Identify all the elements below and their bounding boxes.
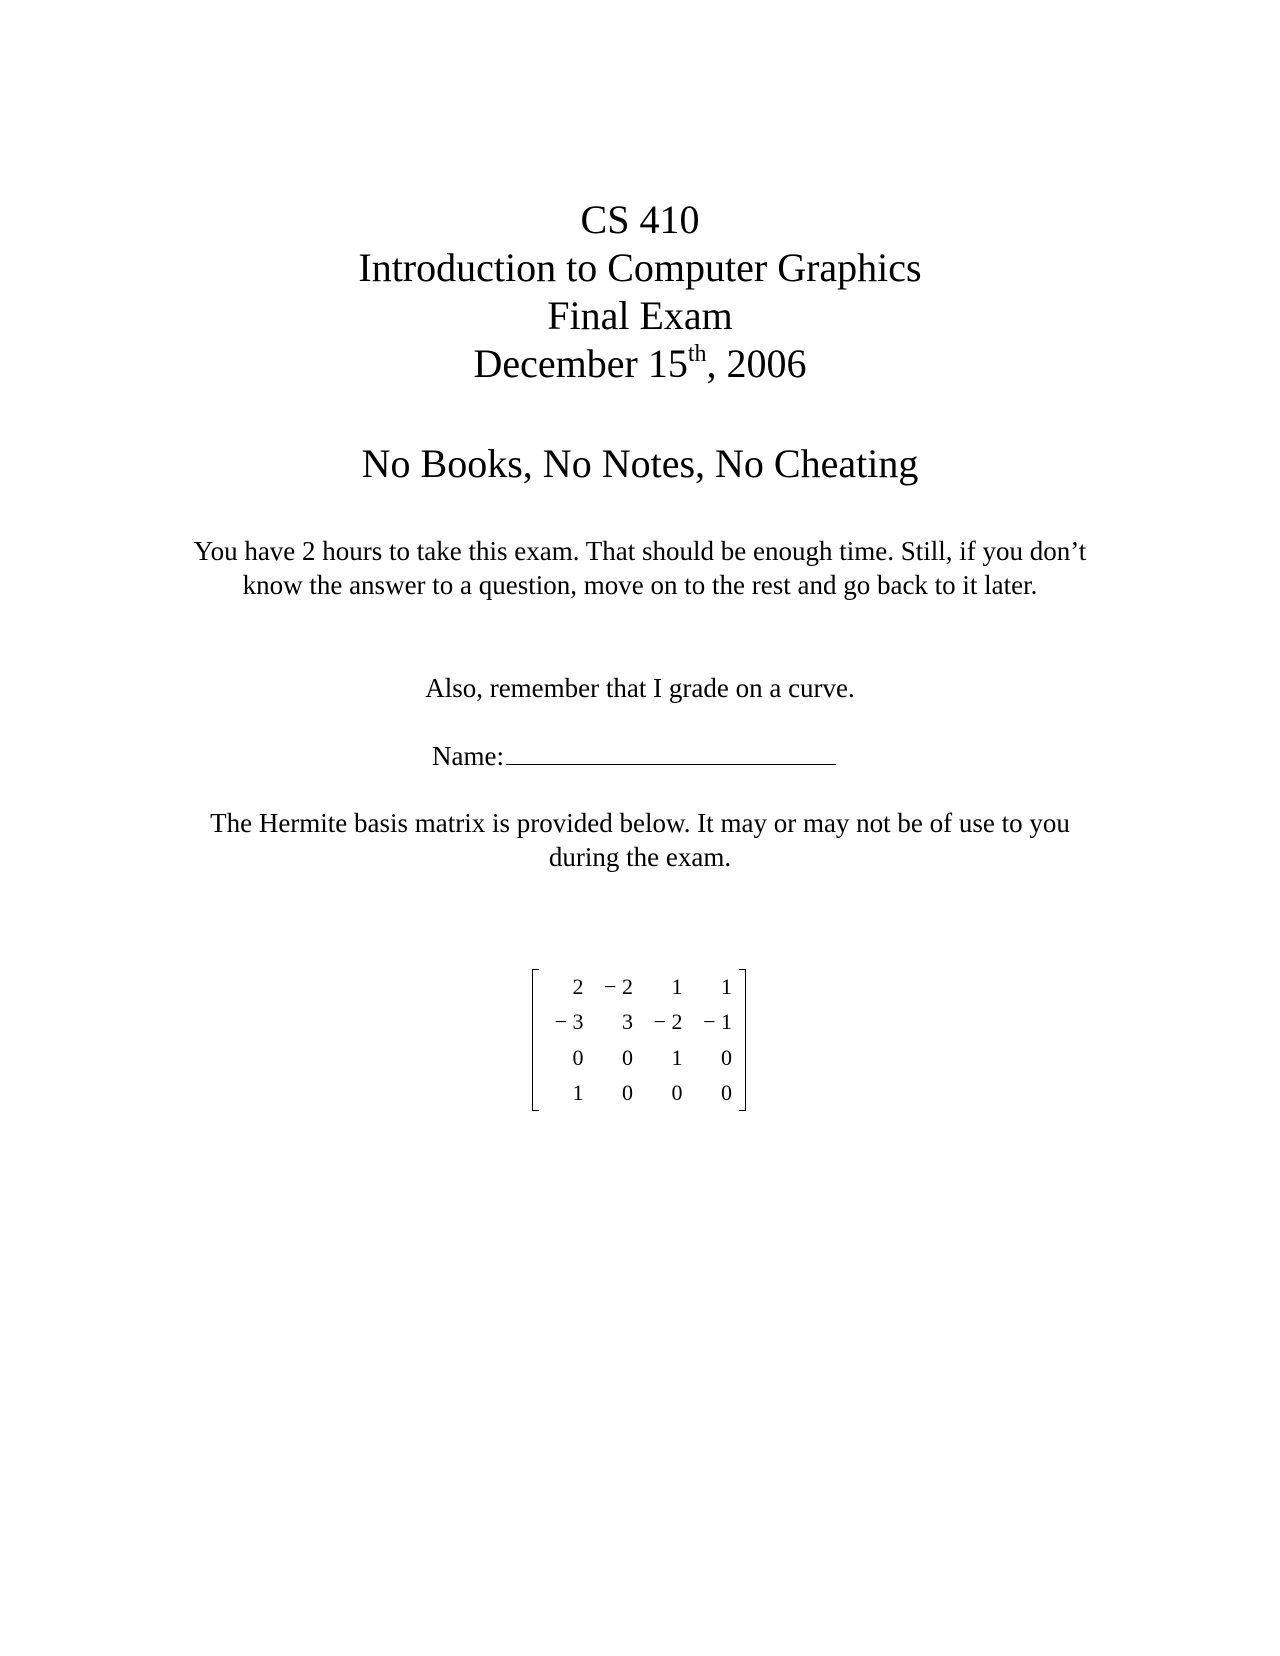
- curve-note: Also, remember that I grade on a curve.: [425, 673, 855, 703]
- hermite-basis-matrix: [532, 969, 746, 1111]
- matrix-cell: 0: [721, 1044, 732, 1070]
- matrix-cell: − 3: [554, 1009, 584, 1035]
- matrix-cell: 0: [572, 1044, 584, 1070]
- matrix-cell: 1: [721, 973, 732, 999]
- course-title: Introduction to Computer Graphics: [358, 245, 922, 290]
- matrix-cell: 1: [671, 1044, 683, 1070]
- exam-name: Final Exam: [547, 293, 733, 338]
- matrix-row: [540, 1076, 738, 1112]
- name-label: Name:: [432, 741, 504, 771]
- exam-date-ordinal: th: [687, 341, 707, 367]
- matrix-row: [540, 969, 738, 1005]
- matrix-cell: 3: [622, 1009, 633, 1035]
- matrix-cell: 0: [622, 1080, 633, 1106]
- matrix-cell: 1: [572, 1080, 584, 1106]
- matrix-left-bracket: [532, 969, 539, 1111]
- matrix-cell: 0: [622, 1044, 633, 1070]
- matrix-right-bracket: [739, 969, 746, 1111]
- exam-date-year: , 2006: [706, 341, 807, 386]
- course-number: CS 410: [580, 197, 700, 242]
- matrix-cell: − 1: [703, 1009, 732, 1035]
- hermite-note: The Hermite basis matrix is provided below. It may or may not be of use to you during the exam.: [210, 808, 1070, 872]
- time-instructions: You have 2 hours to take this exam. That should be enough time. Still, if you don’t know the answer to a question, move on to the rest and go back to it later.: [193, 536, 1087, 600]
- matrix-cell: 2: [572, 973, 584, 999]
- matrix-cell: 1: [671, 973, 683, 999]
- matrix-cell: − 2: [604, 973, 633, 999]
- matrix-row: [540, 1005, 738, 1041]
- matrix-cell: 0: [671, 1080, 683, 1106]
- matrix-grid: [540, 969, 738, 1111]
- name-field: [432, 738, 836, 773]
- matrix-row: [540, 1040, 738, 1076]
- name-blank-line[interactable]: [506, 738, 836, 765]
- exam-rules: No Books, No Notes, No Cheating: [361, 441, 919, 486]
- matrix-cell: − 2: [653, 1009, 683, 1035]
- exam-date: [0, 340, 1280, 388]
- matrix-cell: 0: [721, 1080, 732, 1106]
- exam-date-main: December 15: [473, 341, 688, 386]
- title-block: [0, 196, 1280, 388]
